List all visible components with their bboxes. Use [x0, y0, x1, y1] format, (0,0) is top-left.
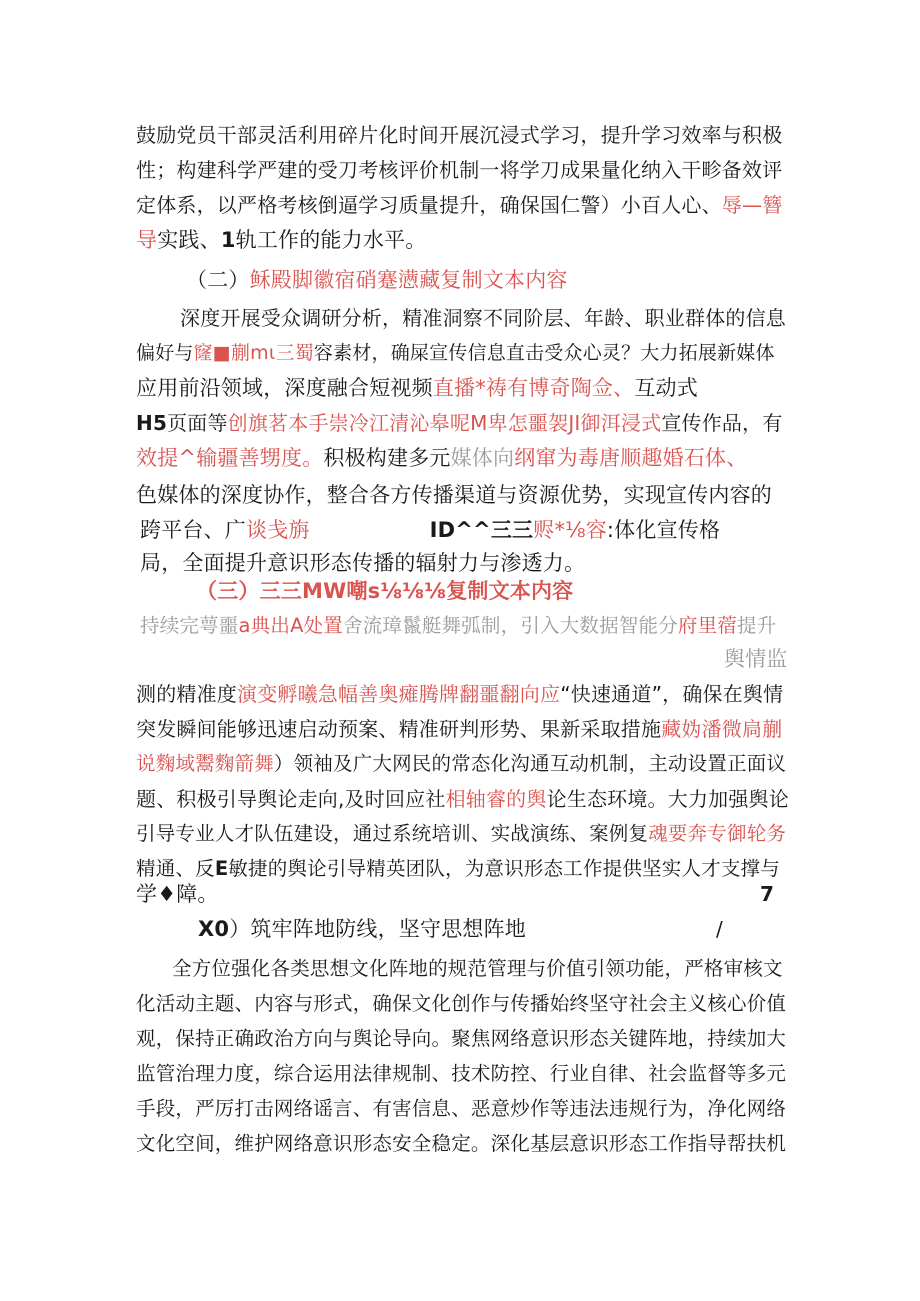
- text-run: 敏捷的舆论引导精英团队，为意识形态工作提供坚实人才支撑与: [228, 857, 780, 880]
- red-text-run: 演变孵曦急幅善奥瘫腾牌翻噩翻向应: [237, 682, 561, 706]
- paragraph4-line2: [136, 986, 786, 1022]
- paragraph4-line6: [136, 1126, 786, 1162]
- bold-text-run: X0: [198, 917, 230, 941]
- bold-text-run: ID^^三三: [429, 518, 534, 542]
- text-run: 深度开展受众调研分析，精准洞察不同阶层、年龄、职业群体的信息: [180, 306, 786, 330]
- paragraph2-line5: [136, 440, 747, 476]
- paragraph4-line5: [136, 1091, 786, 1127]
- paragraph2-line1: [180, 300, 786, 336]
- red-text-run: 相轴睿的舆: [445, 787, 547, 811]
- red-text-run: 稣殿脚徽宿硝蹇懑藏: [249, 268, 441, 292]
- text-run: “快速通道”，确保在舆情: [560, 682, 784, 706]
- gray-text-run: 弧制，引入大数据智能分: [461, 614, 678, 637]
- text-run: 测的精准度: [136, 682, 237, 706]
- text-run: 互动式: [634, 376, 698, 400]
- paragraph3-line5: [136, 746, 786, 782]
- text-run: 色媒体的深度协作，整合各方传播渠道与资源优势，实现宣传内容的: [136, 483, 772, 507]
- red-text-run: 赆*⅛容: [533, 518, 607, 542]
- text-run: 定体系，以严格考核倒逼学习质量提升，确保国仁警）小百人心、: [136, 193, 722, 217]
- text-run: 突发瞬间能够迅速启动预案、精准研判形势、果新采取措施: [136, 717, 662, 741]
- text-run: 局，全面提升意识形态传播的辐射力与渗透力。: [140, 551, 586, 575]
- text-run: 题、积极引导舆论走向,及时回应社: [136, 787, 446, 811]
- margin-mark-slash: /: [716, 917, 723, 941]
- section-heading-2: [186, 262, 568, 298]
- text-run: 文化空间，维护网络意识形态安全稳定。深化基层意识形态工作指导帮扶机: [136, 1132, 787, 1155]
- text-run: 监管治理力度，综合运用法律规制、技术防控、行业自律、社会监督等多元: [136, 1062, 787, 1085]
- paragraph3-line9: [136, 876, 219, 912]
- gray-text-run: 舆情监: [724, 647, 788, 671]
- paragraph2-line6: [136, 477, 772, 513]
- text-run: 页面等: [167, 411, 228, 435]
- gray-text-run: 舍流璋鬣艇舞: [343, 614, 462, 637]
- text-run: 学♦障。: [136, 882, 219, 906]
- red-text-run: 藏妫潘微扃蒯: [661, 717, 783, 741]
- red-text-run: 复制文本内容: [440, 268, 568, 292]
- red-text-run: 辱—簪: [721, 193, 783, 217]
- red-text-run: 魂要奔专御轮务: [648, 822, 787, 845]
- margin-mark-seven: 7: [760, 882, 774, 906]
- red-text-run: 窿■蒯mι三蜀: [193, 342, 314, 364]
- text-run: 全方位强化各类思想文化阵地的规范管理与价值引领功能，严格审核文: [172, 957, 783, 980]
- paragraph3-line8: [136, 851, 780, 887]
- text-run: 跨平台、广: [140, 518, 246, 542]
- paragraph1-line3: [136, 187, 782, 223]
- paragraph1-line2: [136, 152, 782, 188]
- red-text-run: 谈戋旃: [246, 518, 310, 542]
- heading-prefix: （三）: [196, 579, 260, 603]
- text-run: 引导专业人才队伍建设，通过系统培训、实战演练、案例复: [136, 822, 649, 845]
- paragraph2-line4: [136, 405, 783, 441]
- red-text-run: 直播*祷有博奇陶佥、: [432, 376, 635, 400]
- paragraph3-line2: [724, 641, 788, 677]
- text-run: 偏好与: [136, 342, 194, 364]
- paragraph2-line2: [136, 335, 775, 371]
- text-run: 论生态环境。大力加强舆论: [546, 787, 789, 811]
- paragraph2-line7: [140, 512, 720, 548]
- paragraph3-line3: [136, 676, 783, 712]
- text-run: :体化宣传格: [606, 518, 721, 542]
- section-heading-3: [196, 573, 573, 609]
- text-run: 应用前沿领域，深度融合短视频: [136, 376, 433, 400]
- paragraph4-line4: [136, 1056, 786, 1092]
- text-run: 性；构建科学严建的受刀考核评价机制一将学刀成果量化纳入干畛备效评: [136, 158, 783, 182]
- paragraph1-line1: [136, 117, 782, 153]
- text-run: 精通、反: [136, 857, 215, 880]
- text-run: 观，保持正确政治方向与舆论导向。聚焦网络意识形态关键阵地，持续加大: [136, 1027, 787, 1050]
- paragraph3-line1: [140, 608, 776, 644]
- red-text-run: 复制文本内容: [446, 579, 574, 603]
- paragraph3-line6: [136, 781, 789, 817]
- text-run: 容素材，确屎宣传信息直击受众心灵？大力拓展新媒体: [313, 342, 775, 364]
- bold-text-run: 1: [220, 228, 236, 252]
- paragraph4-line3: [136, 1021, 786, 1057]
- section-heading-4: [198, 911, 526, 947]
- red-text-run: 说麴域鬻麴箭舞: [136, 752, 274, 775]
- text-run: 化活动主题、内容与形式，确保文化创作与传播始终坚守社会主义核心价值: [136, 992, 787, 1015]
- heading-prefix: （二）: [186, 268, 250, 292]
- heading-text: ）筑牢阵地防线，坚守思想阵地: [229, 917, 527, 941]
- gray-text-run: 提升: [737, 614, 777, 637]
- red-text-run: 三三MW嘲s⅛⅛⅛: [259, 579, 447, 603]
- text-run: ）领袖及广大网民的常态化沟通互动机制，主动设置正面议: [273, 752, 787, 775]
- paragraph2-line3: [136, 370, 698, 406]
- text-run: 鼓励党员干部灵活利用碎片化时间开展沉浸式学习，提升学习效率与积极: [136, 123, 783, 147]
- gray-text-run: 持续完萼噩: [140, 614, 239, 637]
- text-run: 宣传作品，有: [661, 411, 783, 435]
- text-run: 实践、: [157, 228, 221, 252]
- red-text-run: 效提^输疆善甥度。: [136, 446, 324, 470]
- red-text-run: 府里蓿: [677, 614, 738, 637]
- paragraph3-line7: [136, 816, 786, 852]
- paragraph3-line4: [136, 711, 782, 747]
- red-text-run: a典出A处置: [238, 614, 344, 637]
- paragraph4-line1: [172, 951, 783, 987]
- red-text-run: 纲窜为毒唐顺趣婚石体、: [514, 446, 748, 470]
- text-run: 手段，严厉打击网络谣言、有害信息、恶意炒作等违法违规行为，净化网络: [136, 1097, 787, 1120]
- red-text-run: 创旗茗本手崇冷江清沁皋呢M卑怎噩袈JI御洱浸式: [227, 411, 662, 435]
- text-run: 轨工作的能力水平。: [235, 228, 427, 252]
- bold-text-run: E: [214, 857, 229, 880]
- red-text-run: 导: [136, 228, 158, 252]
- bold-text-run: H5: [136, 411, 168, 435]
- text-run: 积极构建多元: [323, 446, 451, 470]
- gray-text-run: 媒体向: [450, 446, 515, 470]
- paragraph1-line4: [136, 222, 426, 258]
